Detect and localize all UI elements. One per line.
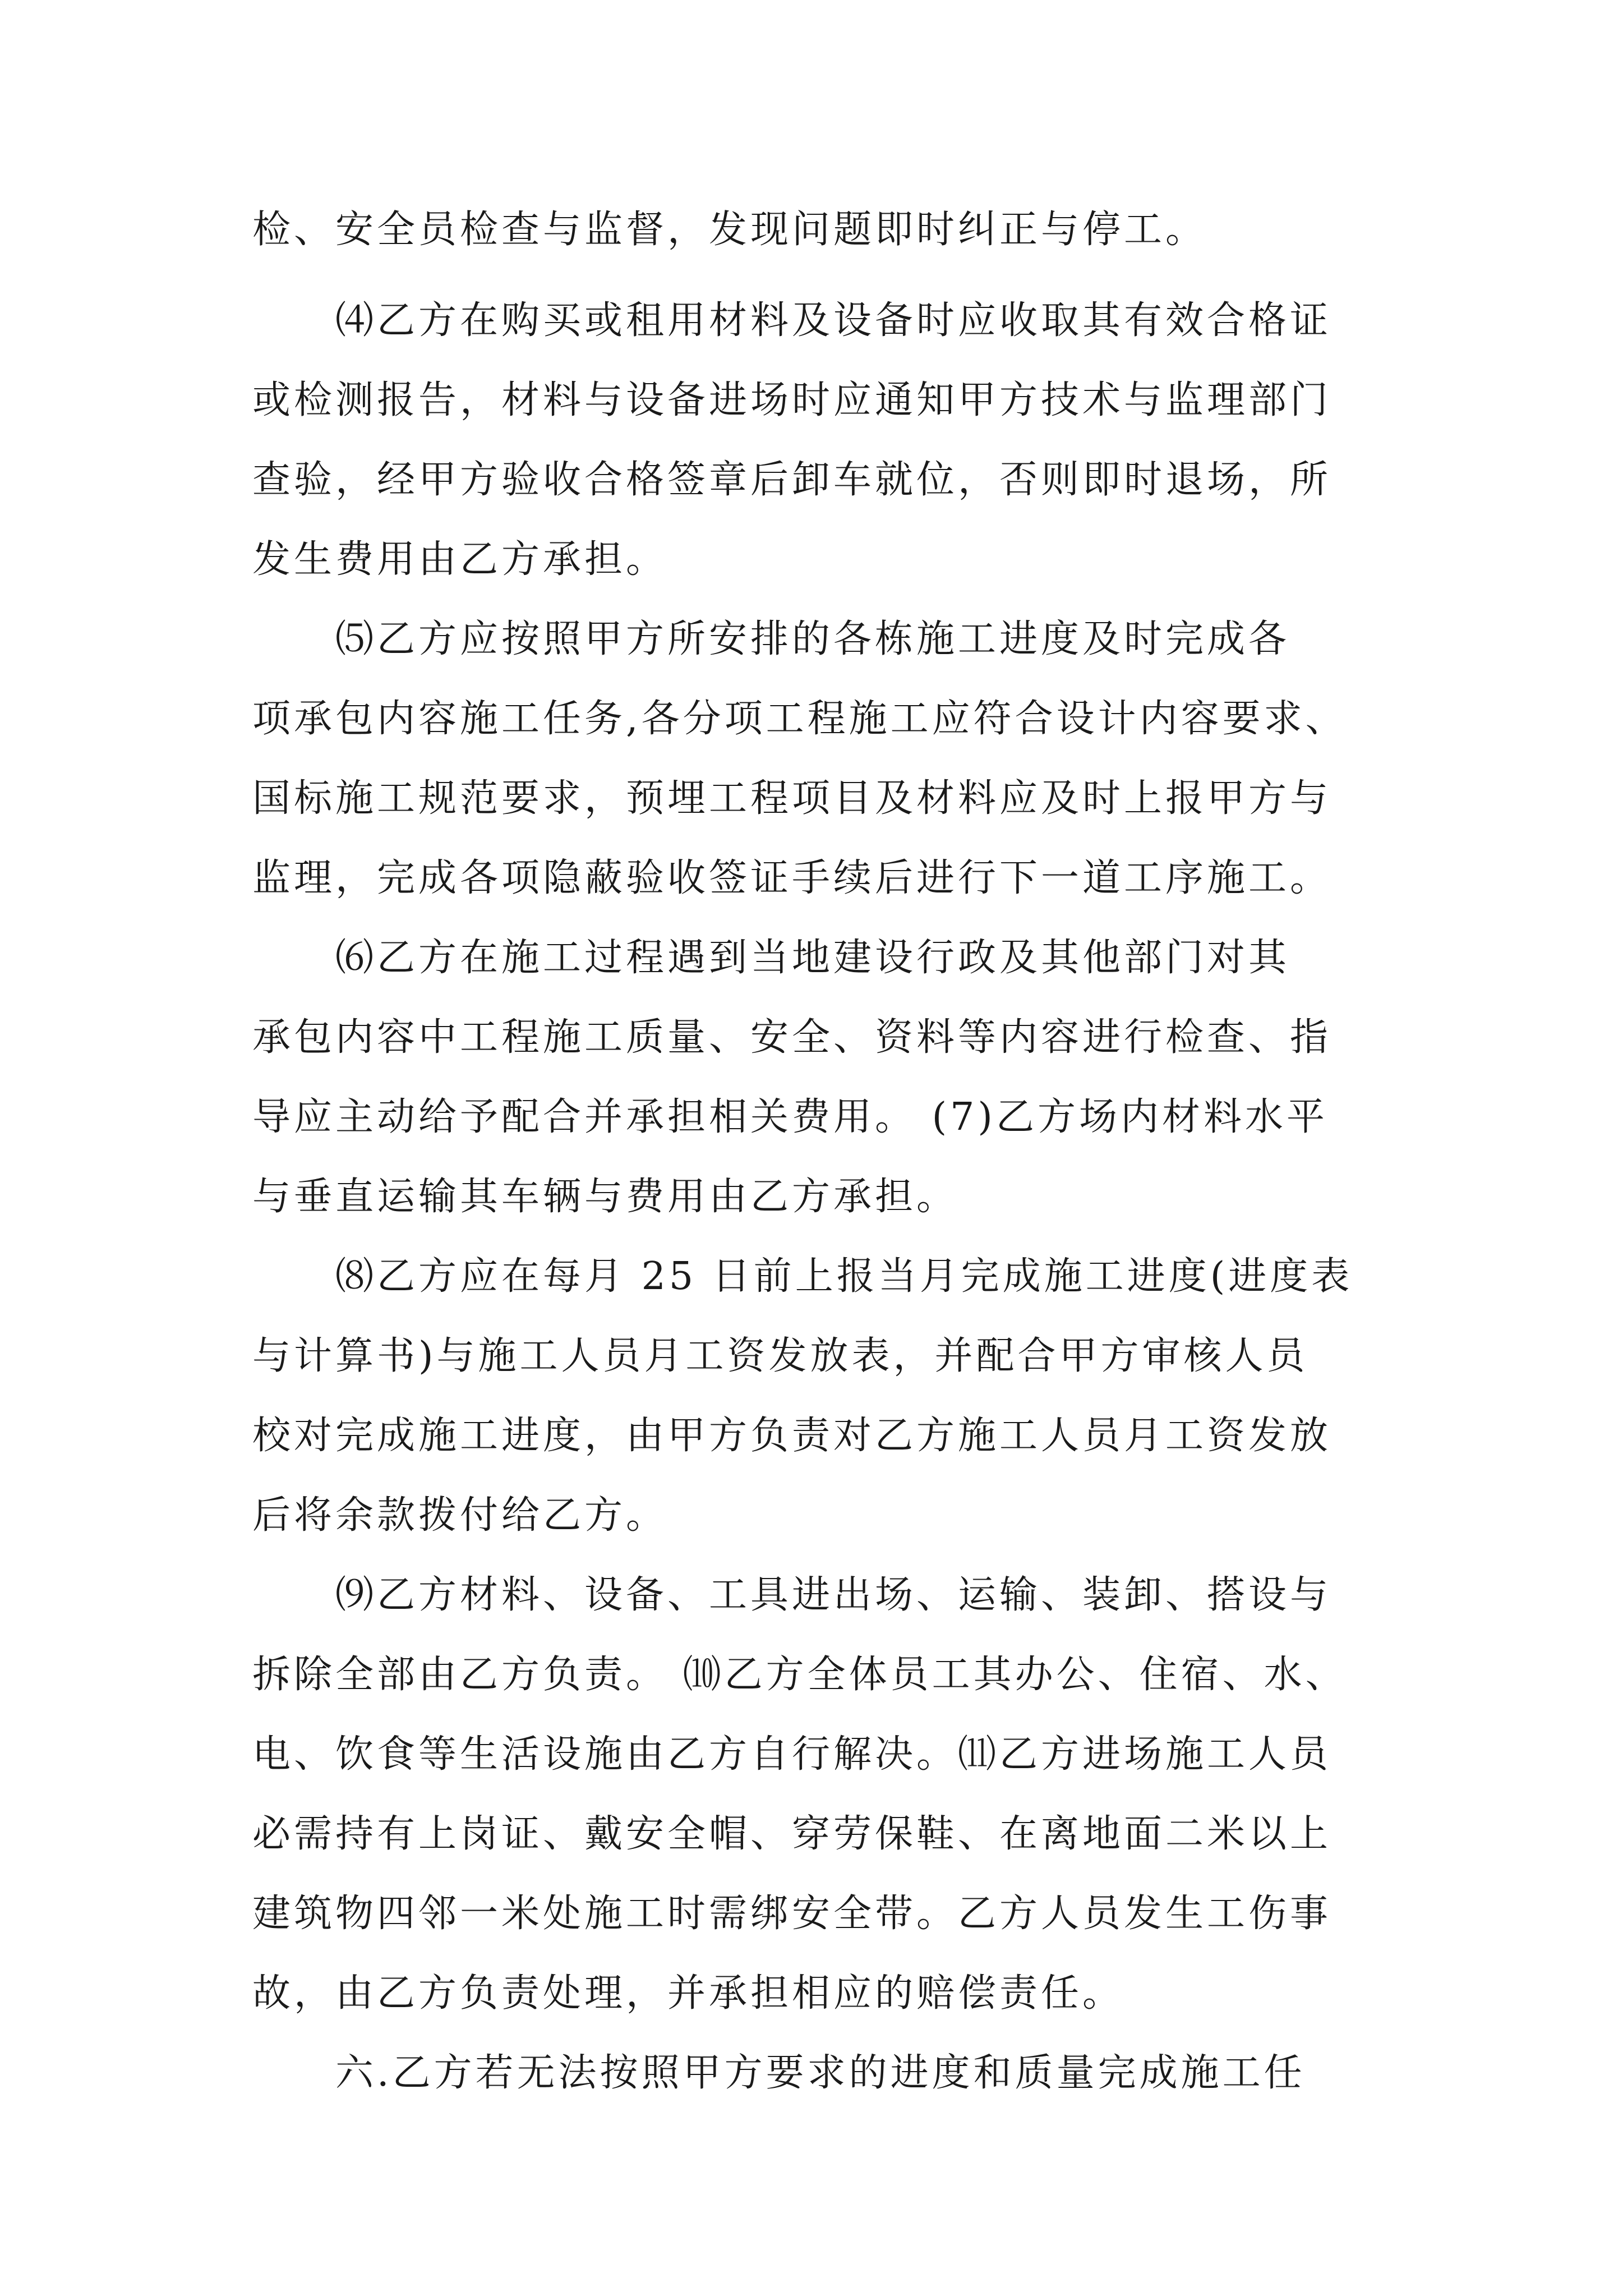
text-line: 国标施工规范要求，预埋工程项目及材料应及时上报甲方与	[252, 776, 1332, 821]
text-line: 监理，完成各项隐蔽验收签证手续后进行下一道工序施工。	[252, 856, 1332, 900]
text-line: ⑷乙方在购买或租用材料及设备时应收取其有效合格证	[335, 298, 1332, 343]
text-line: ⑹乙方在施工过程遇到当地建设行政及其他部门对其	[335, 936, 1290, 980]
text-line: 六.乙方若无法按照甲方要求的进度和质量完成施工任	[335, 2051, 1306, 2095]
text-line: 导应主动给予配合并承担相关费用。 (7)乙方场内材料水平	[252, 1095, 1328, 1139]
text-line: ⑸乙方应按照甲方所安排的各栋施工进度及时完成各	[335, 617, 1290, 661]
text-line: ⑼乙方材料、设备、工具进出场、运输、装卸、搭设与	[335, 1573, 1332, 1617]
text-line: 与计算书)与施工人员月工资发放表，并配合甲方审核人员	[252, 1334, 1308, 1378]
text-line: 拆除全部由乙方负责。 ⑽乙方全体员工其办公、住宿、水、	[252, 1653, 1347, 1697]
text-line: 故，由乙方负责处理，并承担相应的赔偿责任。	[252, 1971, 1124, 2016]
text-line: 检、安全员检查与监督，发现问题即时纠正与停工。	[252, 208, 1207, 252]
text-line: 后将余款拨付给乙方。	[252, 1493, 668, 1538]
text-line: 与垂直运输其车辆与费用由乙方承担。	[252, 1175, 958, 1219]
text-line: 发生费用由乙方承担。	[252, 537, 668, 582]
text-line: 查验，经甲方验收合格签章后卸车就位，否则即时退场，所	[252, 458, 1332, 502]
text-line: 承包内容中工程施工质量、安全、资料等内容进行检查、指	[252, 1015, 1332, 1060]
text-line: 或检测报告，材料与设备进场时应通知甲方技术与监理部门	[252, 378, 1332, 422]
text-line: ⑻乙方应在每月 25 日前上报当月完成施工进度(进度表	[335, 1254, 1353, 1299]
text-line: 建筑物四邻一米处施工时需绑安全带。乙方人员发生工伤事	[252, 1892, 1332, 1936]
text-line: 必需持有上岗证、戴安全帽、穿劳保鞋、在离地面二米以上	[252, 1812, 1332, 1856]
text-line: 校对完成施工进度，由甲方负责对乙方施工人员月工资发放	[252, 1414, 1332, 1458]
text-line: 项承包内容施工任务,各分项工程施工应符合设计内容要求、	[252, 697, 1347, 741]
text-line: 电、饮食等生活设施由乙方自行解决。⑾乙方进场施工人员	[252, 1732, 1332, 1777]
